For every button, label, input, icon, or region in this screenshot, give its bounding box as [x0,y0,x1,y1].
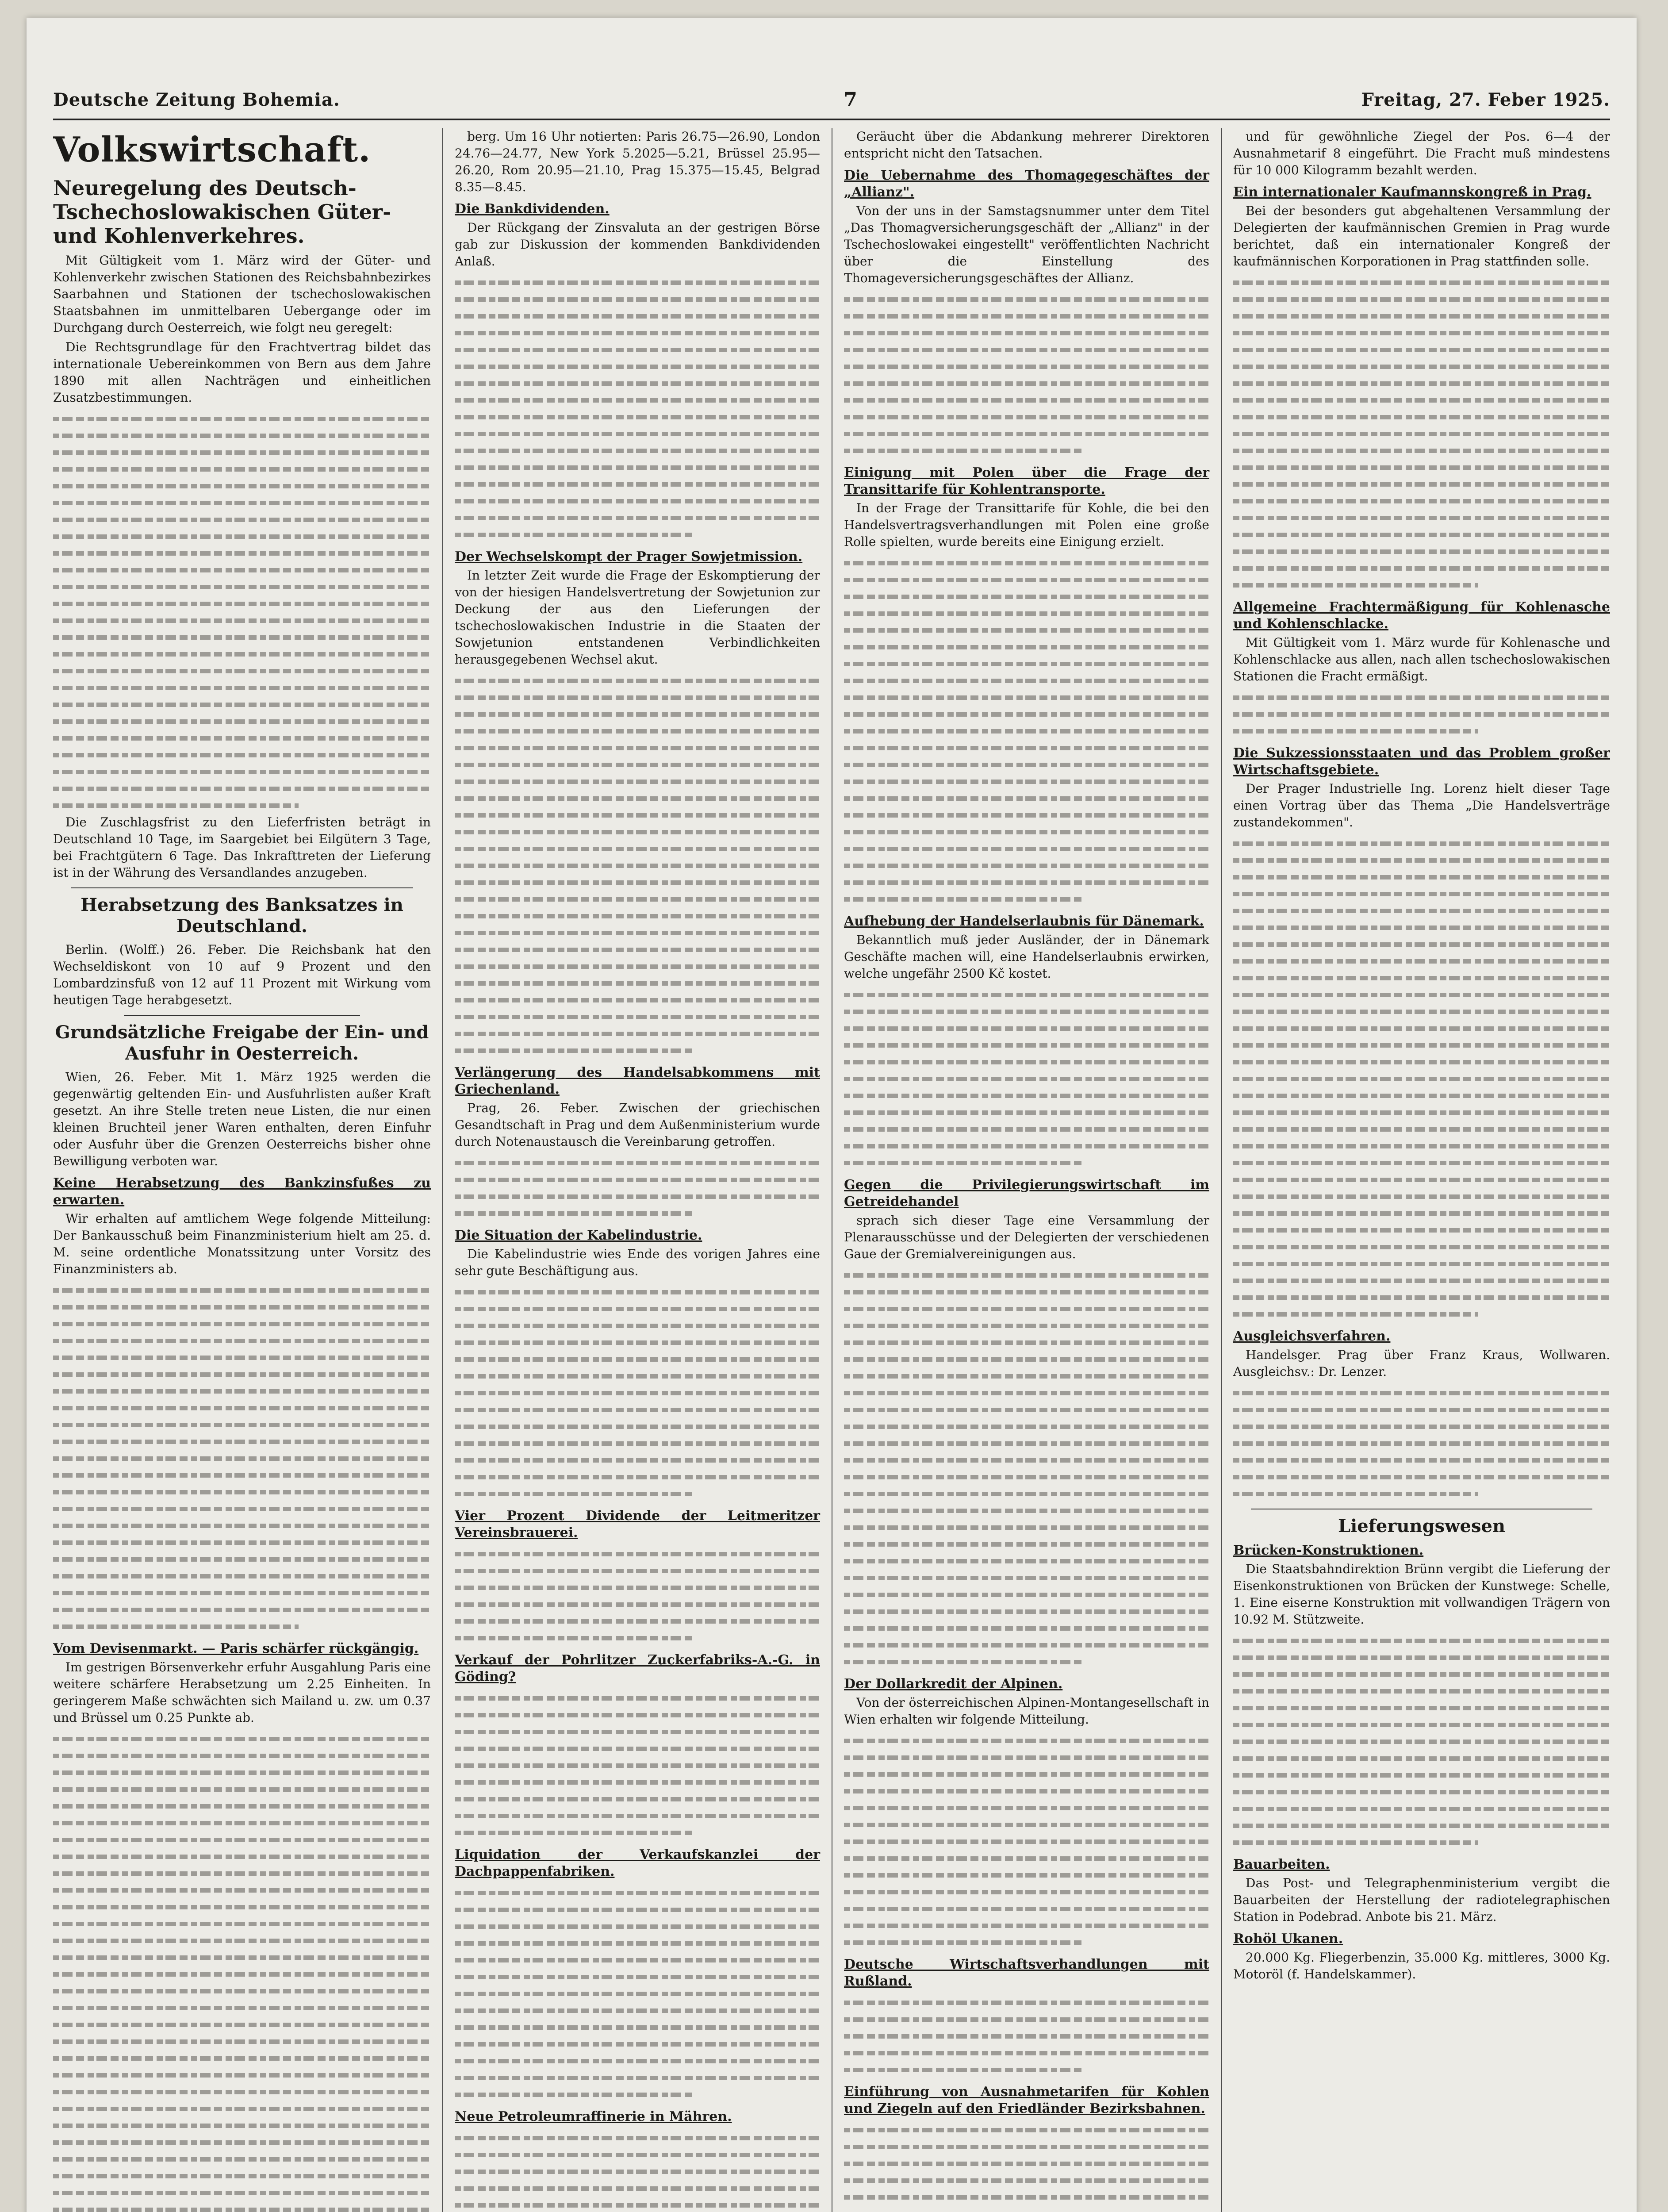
article-paragraph: Von der uns in der Samstagsnummer unter dem Titel „Das Thomagversicherungsgeschäft der „Allianz" in der Tschechoslowakei eingestellt" veröffentlichten Nachricht über die Einstellung des Thomageversicherungsgeschäftes der Allianz. [844,204,1209,285]
text-block [53,1282,431,1635]
article-subtitle: Die Uebernahme des Thomagegeschäftes der „Allianz". [844,168,1209,200]
text-block [455,1885,820,2103]
text-block [844,2122,1209,2206]
article-paragraph: Die Kabelindustrie wies Ende des vorigen Jahres eine sehr gute Beschäftigung aus. [455,1247,820,1278]
article-subtitle: Der Dollarkredit der Alpinen. [844,1676,1063,1692]
column-1 [53,128,442,2212]
article-paragraph: Der Rückgang der Zinsvaluta an der gestrigen Börse gab zur Diskussion der kommenden Bankdividenden Anlaß. [455,220,820,269]
text-block [455,672,820,1059]
article-paragraph: Berlin. (Wolff.) 26. Feber. Die Reichsbank hat den Wechseldiskont von 10 auf 9 Prozent und den Lombardzinsfuß von 12 auf 11 Prozent mit Wirkung vom heutigen Tage herabgesetzt. [53,942,431,1007]
article-subtitle: Die Sukzessionsstaaten und das Problem großer Wirtschaftsgebiete. [1233,745,1610,778]
text-block [53,411,431,814]
article-paragraph: Bekanntlich muß jeder Ausländer, der in Dänemark Geschäfte machen will, eine Handelserlaubnis erwirken, welche ungefähr 2500 Kč kostet. [844,933,1209,981]
text-block [455,274,820,543]
article-paragraph: Mit Gültigkeit vom 1. März wurde für Kohlenasche und Kohlenschlacke aus allen, nach allen tschechoslowakischen Stationen die Fracht ermäßigt. [1233,635,1610,684]
article-title: Grundsätzliche Freigabe der Ein- und Ausfuhr in Oesterreich. [55,1022,429,1064]
article-subtitle: Bauarbeiten. [1233,1857,1330,1872]
article-paragraph: sprach sich dieser Tage eine Versammlung der Plenarausschüsse und der Delegierten der verschiedenen Gaue der Gremialvereinigungen aus. [844,1213,1209,1261]
article-subtitle: Liquidation der Verkaufskanzlei der Dachpappenfabriken. [455,1847,820,1879]
text-block [844,1994,1209,2078]
article-subtitle: Einführung von Ausnahmetarifen für Kohlen und Ziegeln auf den Friedländer Bezirksbahnen. [844,2084,1209,2116]
article-subtitle: Der Wechselskompt der Prager Sowjetmission. [455,549,803,565]
article-subtitle: Deutsche Wirtschaftsverhandlungen mit Rußland. [844,1957,1209,1989]
article-subtitle: Aufhebung der Handelserlaubnis für Dänemark. [844,914,1204,929]
header-newspaper-name: Deutsche Zeitung Bohemia. [53,89,340,110]
column-3 [832,128,1221,2212]
article-subtitle: Die Situation der Kabelindustrie. [455,1228,702,1243]
column-2 [442,128,832,2212]
article-paragraph: Bei der besonders gut abgehaltenen Versammlung der Delegierten der kaufmännischen Gremien in Prag wurde berichtet, daß ein internationaler Kongreß der kaufmännischen Korporationen in Prag stattfinden solle. [1233,204,1610,269]
text-block [1233,689,1610,740]
article-paragraph: 20.000 Kg. Fliegerbenzin, 35.000 Kg. mittleres, 3000 Kg. Motoröl (f. Handelskammer). [1233,1950,1610,1982]
newspaper-page [27,18,1637,2212]
article-subtitle: Rohöl Ukanen. [1233,1931,1343,1947]
article-paragraph: Das Post- und Telegraphenministerium vergibt die Bauarbeiten der Herstellung der radiotelegraphischen Station in Podebrad. Anbote bis 21. März. [1233,1876,1610,1924]
header-page-number: 7 [844,88,858,111]
text-block [1233,274,1610,594]
text-block [53,1731,431,2212]
section-title: Volkswirtschaft. [53,130,371,170]
article-paragraph: Prag, 26. Feber. Zwischen der griechischen Gesandtschaft in Prag und dem Außenministerium wurde durch Notenaustausch die Vereinbarung getroffen. [455,1101,820,1149]
column-4 [1221,128,1610,2212]
text-block [844,555,1209,908]
article-paragraph: und für gewöhnliche Ziegel der Pos. 6—4 der Ausnahmetarif 8 eingeführt. Die Fracht muß mindestens für 10 000 Kilogramm bezahlt werden. [1233,129,1610,177]
article-divider [124,1015,360,1016]
text-block [455,1284,820,1502]
article-subtitle: Verkauf der Pohrlitzer Zuckerfabriks-A.-G. in Göding? [455,1652,820,1685]
page-header [53,84,1610,115]
article-divider [71,887,413,888]
article-paragraph: berg. Um 16 Uhr notierten: Paris 26.75—26.90, London 24.76—24.77, New York 5.2025—5.21, Brüssel 25.95—26.20, Rom 20.95—21.10, Prag 15.375—15.45, Belgrad 8.35—8.45. [455,129,820,194]
article-subtitle: Ein internationaler Kaufmannskongreß in Prag. [1233,184,1591,200]
article-paragraph: In letzter Zeit wurde die Frage der Eskomptierung der von der hiesigen Handelsvertretung der Sowjetunion zur Deckung der aus den Lieferungen der tschechoslowakischen Industrie in die Staaten der Sowjetunion entstandenen Verbindlichkeiten herausgegebenen Wechsel akut. [455,568,820,667]
article-paragraph: Von der österreichischen Alpinen-Montangesellschaft in Wien erhalten wir folgende Mitteilung. [844,1695,1209,1727]
text-block [844,1267,1209,1671]
text-block [455,1546,820,1647]
article-paragraph: Wir erhalten auf amtlichem Wege folgende Mitteilung: Der Bankausschuß beim Finanzministerium hielt am 25. d. M. seine ordentliche Monatssitzung unter Vorsitz des Finanzministers ab. [53,1211,431,1276]
header-divider [53,119,1610,120]
article-paragraph: Mit Gültigkeit vom 1. März wird der Güter- und Kohlenverkehr zwischen Stationen des Reichsbahnbezirkes Saarbahnen und Stationen der tschechoslowakischen Staatsbahnen im unmittelbaren Uebergange oder im Durchgang durch Oesterreich, wie folgt neu geregelt: [53,253,431,335]
article-subtitle: Keine Herabsetzung des Bankzinsfußes zu erwarten. [53,1175,431,1208]
article-subtitle: Neue Petroleumraffinerie in Mähren. [455,2109,732,2124]
article-subtitle: Brücken-Konstruktionen. [1233,1543,1424,1558]
article-subtitle: Vom Devisenmarkt. — Paris schärfer rückgängig. [53,1641,419,1656]
text-block [1233,1632,1610,1851]
article-subtitle: Ausgleichsverfahren. [1233,1329,1391,1344]
article-paragraph: Wien, 26. Feber. Mit 1. März 1925 werden die gegenwärtig geltenden Ein- und Ausfuhrlisten außer Kraft gesetzt. An ihre Stelle treten neue Listen, die nur einen kleinen Bruchteil jener Waren enthalten, deren Einfuhr oder Ausfuhr über die Grenzen Oesterreichs bisher ohne Bewilligung verboten war. [53,1070,431,1168]
article-paragraph: Der Prager Industrielle Ing. Lorenz hielt dieser Tage einen Vortrag über das Thema „Die Handelsverträge zustandekommen". [1233,781,1610,830]
article-paragraph: Handelsger. Prag über Franz Kraus, Wollwaren. Ausgleichsv.: Dr. Lenzer. [1233,1348,1610,1379]
article-title: Herabsetzung des Banksatzes in Deutschland. [81,895,403,937]
header-date: Freitag, 27. Feber 1925. [1361,89,1610,110]
text-block [455,1155,820,1222]
article-paragraph: In der Frage der Transittarife für Kohle, die bei den Handelsvertragsverhandlungen mit Polen eine große Rolle spielten, wurde bereits eine Einigung erzielt. [844,501,1209,549]
text-block [844,1732,1209,1951]
article-paragraph: Im gestrigen Börsenverkehr erfuhr Ausgahlung Paris eine weitere schärfere Herabsetzung um 2.25 Einheiten. In geringerem Maße schwächten sich Mailand u. zw. um 0.37 und Brüssel um 0.25 Punkte ab. [53,1660,431,1725]
article-paragraph: Die Rechtsgrundlage für den Frachtvertrag bildet das internationale Uebereinkommen von Bern aus dem Jahre 1890 mit allen Nachträgen und einheitlichen Zusatzbestimmungen. [53,340,431,405]
columns [53,128,1610,2212]
article-title: Lieferungswesen [1338,1516,1506,1536]
article-subtitle: Die Bankdividenden. [455,201,610,217]
text-block [844,987,1209,1171]
article-subtitle: Verlängerung des Handelsabkommens mit Griechenland. [455,1065,820,1097]
text-block [844,291,1209,459]
article-subtitle: Allgemeine Frachtermäßigung für Kohlenasche und Kohlenschlacke. [1233,599,1610,632]
text-block [1233,835,1610,1323]
text-block [455,1690,820,1841]
article-subtitle: Gegen die Privilegierungswirtschaft im Getreidehandel [844,1177,1209,1210]
article-paragraph: Geräucht über die Abdankung mehrerer Direktoren entspricht nicht den Tatsachen. [844,129,1209,161]
article-paragraph: Die Zuschlagsfrist zu den Lieferfristen beträgt in Deutschland 10 Tage, im Saargebiet bei Eilgütern 3 Tage, bei Frachtgütern 6 Tage. Das Inkrafttreten der Lieferung ist in der Währung des Versandlandes anzugeben. [53,815,431,880]
article-subtitle: Vier Prozent Dividende der Leitmeritzer Vereinsbrauerei. [455,1508,820,1540]
article-title: Neuregelung des Deutsch-Tschechoslowakischen Güter- und Kohlenverkehres. [53,176,391,248]
article-paragraph: Die Staatsbahndirektion Brünn vergibt die Lieferung der Eisenkonstruktionen von Brücken der Kunstwege: Schelle, 1. Eine eiserne Konstruktion mit vollwandigen Trägern von 10.92 M. Stützweite. [1233,1562,1610,1627]
text-block [455,2130,820,2212]
text-block [1233,1385,1610,1502]
article-subtitle: Einigung mit Polen über die Frage der Transittarife für Kohlentransporte. [844,465,1209,497]
